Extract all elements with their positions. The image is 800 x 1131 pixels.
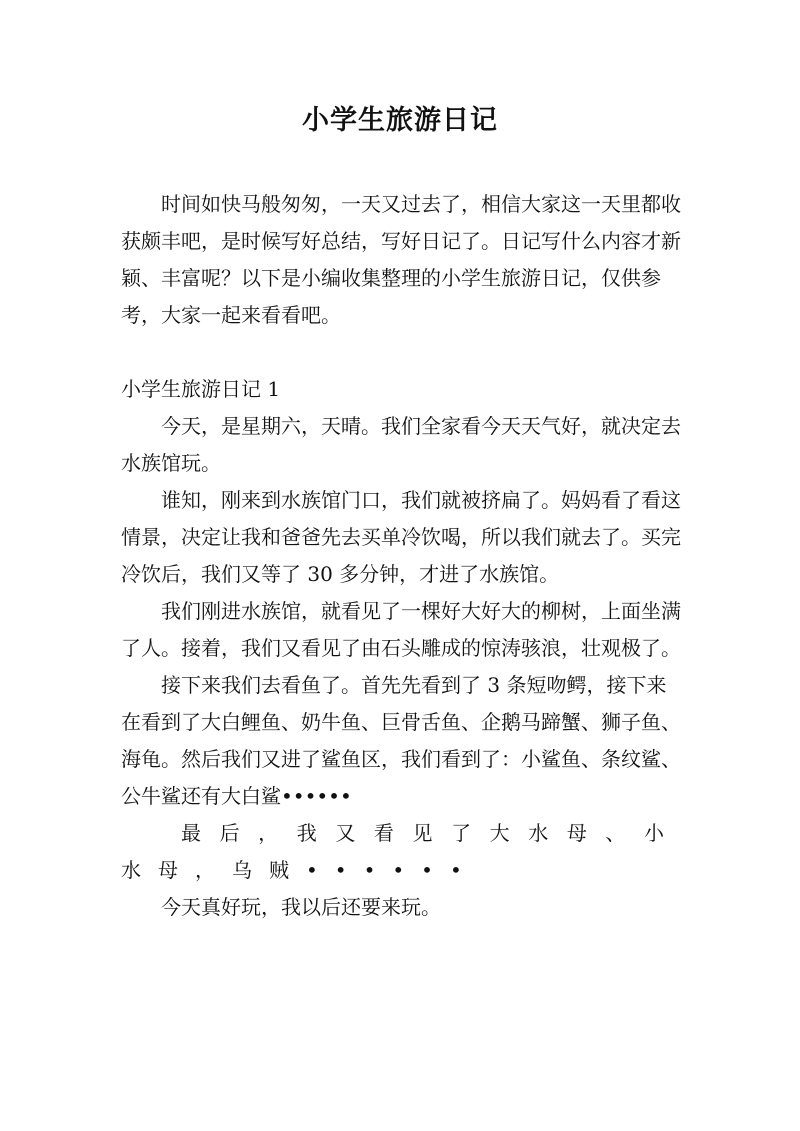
paragraph: 今天真好玩，我以后还要来玩。 bbox=[161, 895, 441, 919]
section-heading: 小学生旅游日记 1 bbox=[121, 377, 281, 401]
paragraph: 我们刚进水族馆，就看见了一棵好大好大的柳树，上面坐满了人。接着，我们又看见了由石头雕成的惊涛骇浪，壮观极了。 bbox=[121, 599, 681, 660]
paragraph: 谁知，刚来到水族馆门口，我们就被挤扁了。妈妈看了看这情景，决定让我和爸爸先去买单冷饮喝，所以我们就去了。买完冷饮后，我们又等了 30 多分钟，才进了水族馆。 bbox=[121, 488, 681, 586]
intro-paragraph: 时间如快马般匆匆，一天又过去了，相信大家这一天里都收获颇丰吧，是时候写好总结，写好日记了。日记写什么内容才新颖、丰富呢？以下是小编收集整理的小学生旅游日记，仅供参考，大家一起来看看吧。 bbox=[121, 192, 681, 327]
paragraph: 今天，是星期六，天晴。我们全家看今天天气好，就决定去水族馆玩。 bbox=[121, 414, 681, 475]
paragraph: 接下来我们去看鱼了。首先先看到了 3 条短吻鳄，接下来在看到了大白鲤鱼、奶牛鱼、巨骨舌鱼、企鹅马蹄蟹、狮子鱼、海龟。然后我们又进了鲨鱼区，我们看到了：小鲨鱼、条纹鲨、公牛鲨还有大白鲨•••••• bbox=[121, 673, 681, 808]
diary-entry bbox=[121, 408, 681, 926]
paragraph: 最后，我又看见了大水母、小水母，乌贼•••••• bbox=[121, 821, 681, 882]
document-title: 小学生旅游日记 bbox=[302, 105, 498, 136]
